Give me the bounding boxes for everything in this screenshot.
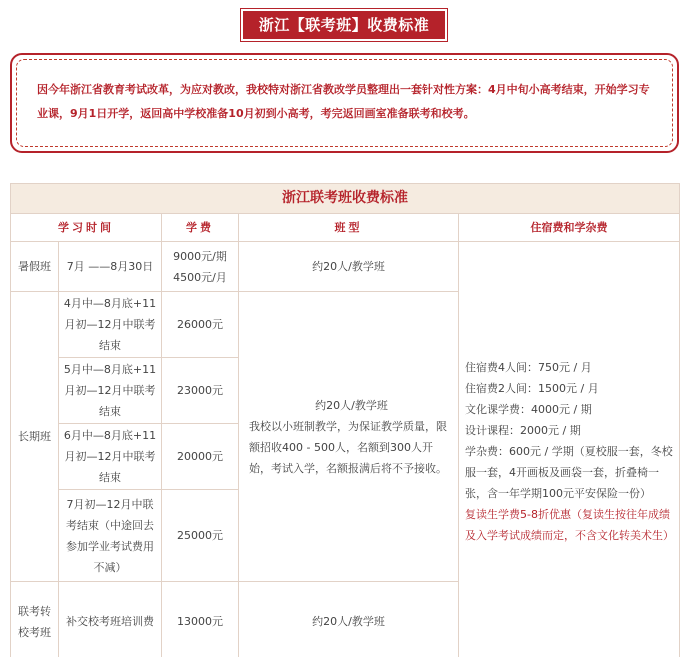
lodging-item: 文化课学费：4000元 / 期 [465, 403, 592, 416]
lodging-item: 住宿费4人间：750元 / 月 [465, 361, 592, 374]
summer-fee [162, 242, 239, 292]
page-title: 浙江【联考班】收费标准 [243, 11, 445, 39]
long-term-time: 6月中—8月底+11月初—12月中联考结束 [59, 424, 162, 490]
transfer-class-type: 约20人/教学班 [239, 582, 459, 657]
long-term-time: 4月中—8月底+11月初—12月中联考结束 [59, 292, 162, 358]
transfer-label: 联考转校考班 [11, 582, 59, 657]
long-term-class-type: 约20人/教学班 [315, 398, 388, 412]
fee-table [10, 183, 680, 657]
header-lodging-fees: 住宿费和学杂费 [459, 214, 680, 242]
summer-class-type: 约20人/教学班 [239, 242, 459, 292]
long-term-time: 7月初—12月中联考结束（中途回去参加学业考试费用不减） [59, 490, 162, 582]
header-tuition: 学费 [162, 214, 239, 242]
table-caption: 浙江联考班收费标准 [11, 184, 680, 214]
summer-label: 暑假班 [11, 242, 59, 292]
summer-time: 7月 ——8月30日 [59, 242, 162, 292]
transfer-time: 补交校考班培训费 [59, 582, 162, 657]
lodging-fees-cell [459, 242, 680, 657]
long-term-label: 长期班 [11, 292, 59, 582]
long-term-fee: 26000元 [162, 292, 239, 358]
lodging-item: 学杂费：600元 / 学期（夏校服一套，冬校服一套，4开画板及画袋一套，折叠椅一张，含一年学期100元平安保险一份） [465, 445, 673, 500]
notice-box [10, 53, 679, 153]
long-term-fee: 20000元 [162, 424, 239, 490]
notice-text: 因今年浙江省教育考试改革，为应对教改，我校特对浙江省教改学员整理出一套针对性方案：4月中旬小高考结束，开始学习专业课，9月1日开学，返回高中学校准备10月初到小高考，考完返回画室准备联考和校考。 [16, 59, 673, 147]
long-term-class-desc: 我校以小班制教学，为保证教学质量，限额招收400 - 500人，名额到300人开始，考试入学，名额报满后将不予接收。 [249, 419, 447, 475]
discount-note: 复读生学费5-8折优惠（复读生按往年成绩及入学考试成绩而定，不含文化转美术生） [465, 508, 674, 542]
long-term-class-cell [239, 292, 459, 582]
long-term-time: 5月中—8月底+11月初—12月中联考结束 [59, 358, 162, 424]
transfer-fee: 13000元 [162, 582, 239, 657]
lodging-item: 住宿费2人间：1500元 / 月 [465, 382, 599, 395]
summer-fee-period: 9000元/期 [173, 249, 227, 263]
lodging-item: 设计课程：2000元 / 期 [465, 424, 581, 437]
page-title-box [240, 8, 448, 42]
long-term-fee: 25000元 [162, 490, 239, 582]
header-study-time: 学习时间 [11, 214, 162, 242]
long-term-fee: 23000元 [162, 358, 239, 424]
header-class-type: 班型 [239, 214, 459, 242]
summer-fee-month: 4500元/月 [173, 270, 227, 284]
